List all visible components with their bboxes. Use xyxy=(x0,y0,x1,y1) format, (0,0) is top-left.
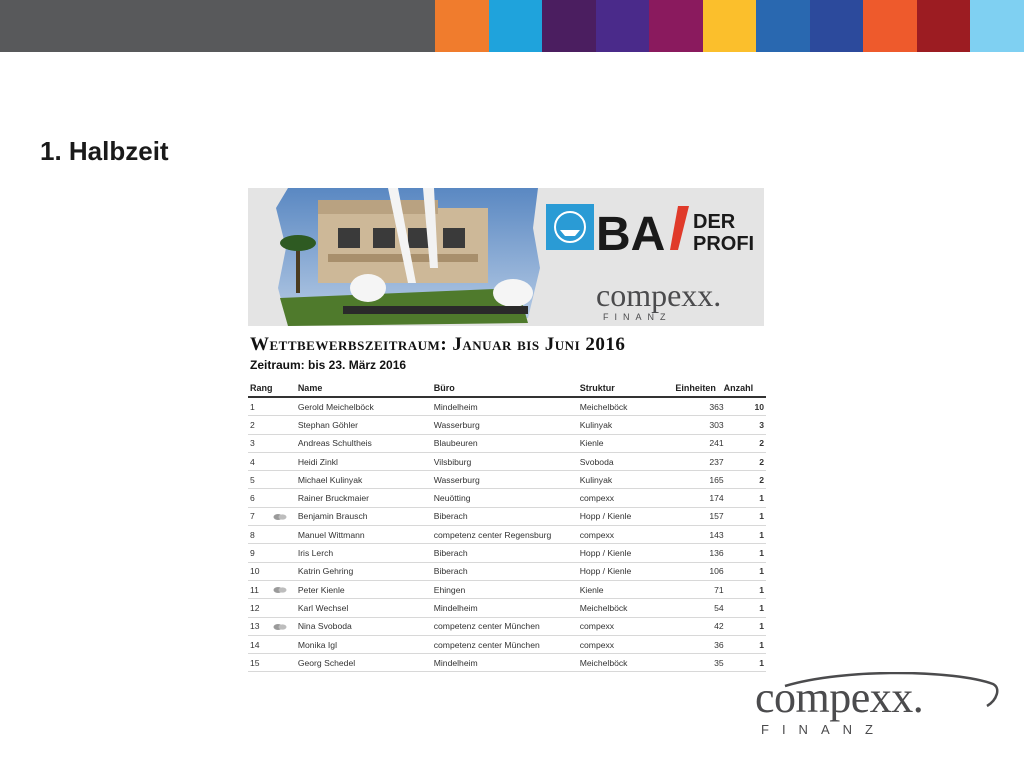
struktur-cell: Kulinyak xyxy=(580,471,676,489)
ranking-row xyxy=(248,416,766,434)
einheiten-cell: 106 xyxy=(675,562,723,580)
icon-cell xyxy=(273,599,298,617)
ranking-row xyxy=(248,635,766,653)
rank-cell: 6 xyxy=(248,489,273,507)
einheiten-cell: 54 xyxy=(675,599,723,617)
slide-title: 1. Halbzeit xyxy=(40,136,169,166)
struktur-cell: Kulinyak xyxy=(580,416,676,434)
der-text: DER xyxy=(693,211,736,233)
struktur-cell: Meichelböck xyxy=(580,397,676,416)
anzahl-cell: 2 xyxy=(724,452,766,470)
buero-cell: competenz center München xyxy=(434,617,580,635)
buero-cell: Vilsbiburg xyxy=(434,452,580,470)
buero-cell: Biberach xyxy=(434,544,580,562)
name-cell: Peter Kienle xyxy=(298,580,434,598)
einheiten-cell: 174 xyxy=(675,489,723,507)
anzahl-cell: 1 xyxy=(724,489,766,507)
name-cell: Rainer Bruckmaier xyxy=(298,489,434,507)
struktur-cell: Svoboda xyxy=(580,452,676,470)
anzahl-cell: 1 xyxy=(724,654,766,672)
ranking-row xyxy=(248,397,766,416)
einheiten-cell: 136 xyxy=(675,544,723,562)
icon-cell xyxy=(273,452,298,470)
buero-cell: Wasserburg xyxy=(434,416,580,434)
name-cell: Karl Wechsel xyxy=(298,599,434,617)
rank-cell: 1 xyxy=(248,397,273,416)
color-swatch xyxy=(863,0,917,52)
struktur-cell: Kienle xyxy=(580,434,676,452)
anzahl-cell: 1 xyxy=(724,562,766,580)
rank-cell: 2 xyxy=(248,416,273,434)
einheiten-cell: 35 xyxy=(675,654,723,672)
buero-cell: competenz center Regensburg xyxy=(434,526,580,544)
logo-wordmark: compexx. xyxy=(755,673,924,722)
name-cell: Katrin Gehring xyxy=(298,562,434,580)
anzahl-cell: 2 xyxy=(724,471,766,489)
header-icon-col xyxy=(273,380,298,397)
icon-cell xyxy=(273,489,298,507)
icon-cell xyxy=(273,562,298,580)
competition-period: Zeitraum: bis 23. März 2016 xyxy=(250,358,407,372)
struktur-cell: compexx xyxy=(580,489,676,507)
einheiten-cell: 241 xyxy=(675,434,723,452)
name-cell: Monika Igl xyxy=(298,635,434,653)
top-bar-gray-block xyxy=(0,0,435,52)
ranking-row xyxy=(248,544,766,562)
icon-cell xyxy=(273,635,298,653)
color-swatch-strip xyxy=(435,0,1024,52)
ranking-table xyxy=(248,380,766,672)
icon-cell xyxy=(273,471,298,489)
anzahl-cell: 3 xyxy=(724,416,766,434)
color-swatch xyxy=(649,0,703,52)
struktur-cell: Hopp / Kienle xyxy=(580,507,676,525)
rank-cell: 3 xyxy=(248,434,273,452)
ranking-clipping xyxy=(248,188,766,668)
name-cell: Manuel Wittmann xyxy=(298,526,434,544)
name-cell: Nina Svoboda xyxy=(298,617,434,635)
ranking-row xyxy=(248,489,766,507)
struktur-cell: Hopp / Kienle xyxy=(580,544,676,562)
color-swatch xyxy=(917,0,971,52)
rank-cell: 14 xyxy=(248,635,273,653)
name-cell: Georg Schedel xyxy=(298,654,434,672)
rank-cell: 12 xyxy=(248,599,273,617)
buero-cell: Wasserburg xyxy=(434,471,580,489)
rank-cell: 8 xyxy=(248,526,273,544)
buero-cell: Ehingen xyxy=(434,580,580,598)
handshake-icon xyxy=(273,586,287,594)
profi-text: PROFI xyxy=(693,233,755,255)
rank-cell: 11 xyxy=(248,580,273,598)
color-swatch xyxy=(756,0,810,52)
icon-cell xyxy=(273,416,298,434)
header-rang: Rang xyxy=(248,380,273,397)
color-swatch xyxy=(970,0,1024,52)
icon-cell xyxy=(273,397,298,416)
header-anzahl: Anzahl xyxy=(724,380,766,397)
anzahl-cell: 1 xyxy=(724,507,766,525)
icon-cell xyxy=(273,434,298,452)
rank-cell: 9 xyxy=(248,544,273,562)
icon-cell xyxy=(273,526,298,544)
anzahl-cell: 1 xyxy=(724,599,766,617)
ranking-row xyxy=(248,617,766,635)
struktur-cell: compexx xyxy=(580,526,676,544)
einheiten-cell: 165 xyxy=(675,471,723,489)
buero-cell: Mindelheim xyxy=(434,599,580,617)
banner-image xyxy=(248,188,764,326)
rank-cell: 7 xyxy=(248,507,273,525)
einheiten-cell: 71 xyxy=(675,580,723,598)
einheiten-cell: 157 xyxy=(675,507,723,525)
rank-cell: 4 xyxy=(248,452,273,470)
struktur-cell: Hopp / Kienle xyxy=(580,562,676,580)
anzahl-cell: 1 xyxy=(724,544,766,562)
ranking-header-row xyxy=(248,380,766,397)
einheiten-cell: 143 xyxy=(675,526,723,544)
buero-cell: competenz center München xyxy=(434,635,580,653)
name-cell: Heidi Zinkl xyxy=(298,452,434,470)
competition-title: Wettbewerbszeitraum: Januar bis Juni 2016 xyxy=(250,334,626,355)
header-einheiten: Einheiten xyxy=(675,380,723,397)
name-cell: Stephan Göhler xyxy=(298,416,434,434)
buero-cell: Mindelheim xyxy=(434,654,580,672)
buero-cell: Blaubeuren xyxy=(434,434,580,452)
icon-cell xyxy=(273,507,298,525)
color-swatch xyxy=(703,0,757,52)
handshake-icon xyxy=(273,623,287,631)
header-name: Name xyxy=(298,380,434,397)
buero-cell: Neuötting xyxy=(434,489,580,507)
buero-cell: Mindelheim xyxy=(434,397,580,416)
icon-cell xyxy=(273,580,298,598)
struktur-cell: Meichelböck xyxy=(580,599,676,617)
anzahl-cell: 10 xyxy=(724,397,766,416)
ranking-row xyxy=(248,452,766,470)
buero-cell: Biberach xyxy=(434,562,580,580)
ranking-row xyxy=(248,471,766,489)
ranking-row xyxy=(248,654,766,672)
einheiten-cell: 237 xyxy=(675,452,723,470)
rank-cell: 10 xyxy=(248,562,273,580)
einheiten-cell: 363 xyxy=(675,397,723,416)
icon-cell xyxy=(273,617,298,635)
anzahl-cell: 1 xyxy=(724,580,766,598)
name-cell: Michael Kulinyak xyxy=(298,471,434,489)
anzahl-cell: 1 xyxy=(724,526,766,544)
struktur-cell: Meichelböck xyxy=(580,654,676,672)
einheiten-cell: 303 xyxy=(675,416,723,434)
struktur-cell: compexx xyxy=(580,617,676,635)
ranking-row xyxy=(248,434,766,452)
rank-cell: 5 xyxy=(248,471,273,489)
handshake-icon xyxy=(273,513,287,521)
banner-finanz-text: FINANZ xyxy=(603,312,672,322)
header-struktur: Struktur xyxy=(580,380,676,397)
color-swatch xyxy=(542,0,596,52)
ranking-row xyxy=(248,562,766,580)
buero-cell: Biberach xyxy=(434,507,580,525)
ranking-row xyxy=(248,599,766,617)
name-cell: Benjamin Brausch xyxy=(298,507,434,525)
icon-cell xyxy=(273,654,298,672)
color-swatch xyxy=(596,0,650,52)
ranking-row xyxy=(248,526,766,544)
name-cell: Gerold Meichelböck xyxy=(298,397,434,416)
color-swatch xyxy=(489,0,543,52)
bav-text: BA xyxy=(596,208,666,261)
struktur-cell: Kienle xyxy=(580,580,676,598)
banner-compexx-text: compexx. xyxy=(596,277,722,313)
einheiten-cell: 36 xyxy=(675,635,723,653)
logo-finanz: FINANZ xyxy=(761,722,886,737)
ranking-row xyxy=(248,580,766,598)
color-swatch xyxy=(810,0,864,52)
anzahl-cell: 1 xyxy=(724,635,766,653)
rank-cell: 13 xyxy=(248,617,273,635)
struktur-cell: compexx xyxy=(580,635,676,653)
anzahl-cell: 2 xyxy=(724,434,766,452)
anzahl-cell: 1 xyxy=(724,617,766,635)
rank-cell: 15 xyxy=(248,654,273,672)
name-cell: Iris Lerch xyxy=(298,544,434,562)
color-swatch xyxy=(435,0,489,52)
header-buero: Büro xyxy=(434,380,580,397)
icon-cell xyxy=(273,544,298,562)
banner-graphic xyxy=(248,188,764,326)
name-cell: Andreas Schultheis xyxy=(298,434,434,452)
compexx-logo xyxy=(755,672,1000,742)
einheiten-cell: 42 xyxy=(675,617,723,635)
top-color-bar xyxy=(0,0,1024,52)
ranking-row xyxy=(248,507,766,525)
